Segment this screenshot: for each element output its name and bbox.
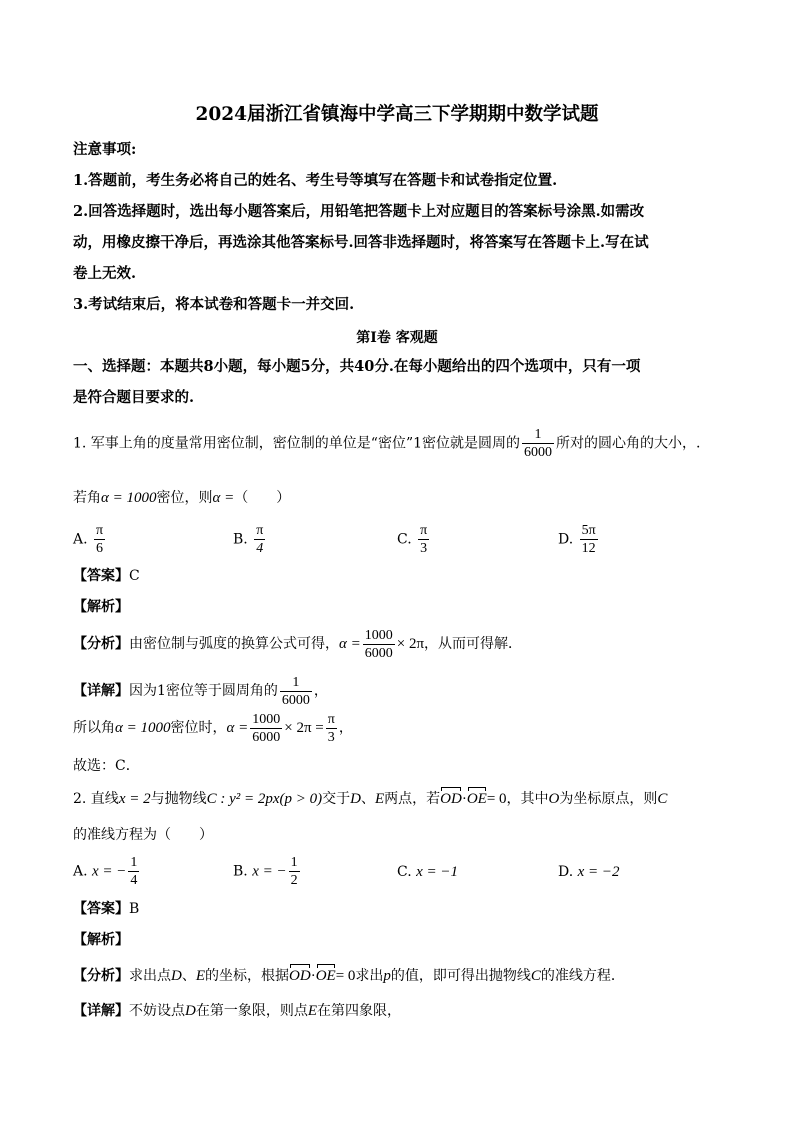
q2-stem-text-c: 交于 <box>322 791 351 807</box>
q1-fenxi-frac-den: 6000 <box>364 645 393 661</box>
q1-detail <box>73 673 328 709</box>
q2-fenxi-text-e: 的值，即可得出抛物线 <box>390 968 531 984</box>
q2-fenxi-p: p <box>383 968 391 984</box>
q2-stem-curve-c: C <box>657 791 668 807</box>
notice-item-1: 1.答题前，考生务必将自己的姓名、考生号等填写在答题卡和试卷指定位置. <box>73 172 558 189</box>
q1-option-b <box>233 522 267 557</box>
q2-option-b-num: 1 <box>290 855 298 870</box>
q2-fenxi-text-f: 的准线方程． <box>540 968 625 984</box>
q1-fenxi-math-b: × 2π <box>396 636 425 652</box>
q1-line2-text-a: 所以角 <box>73 720 115 736</box>
q2-answer-tag: 【答案】 <box>73 901 129 917</box>
q1-option-b-frac <box>254 522 265 557</box>
q1-option-b-label: B. <box>233 531 248 548</box>
q1-stem-line2 <box>73 489 290 507</box>
q1-option-a <box>73 522 107 557</box>
q2-stem-math-parabola: C : y² = 2px(p > 0) <box>206 791 323 807</box>
q2-fenxi-text-b: 、 <box>181 968 196 984</box>
q1-option-b-den: 4 <box>254 539 265 557</box>
q1-line2-math-a: α = <box>226 720 249 736</box>
q2-fenxi <box>73 967 625 985</box>
q1-option-a-num: π <box>96 523 104 538</box>
q1-fenxi-frac-num: 1000 <box>364 627 393 643</box>
q2-stem-math-line: x = 2 <box>118 791 151 807</box>
notice-item-2: 2.回答选择题时，选出每小题答案后，用铅笔把答题卡上对应题目的答案标号涂黑.如需改 <box>73 203 645 220</box>
q2-option-b-label: B. <box>233 863 248 880</box>
q2-fenxi-curve-c: C <box>530 968 541 984</box>
q2-detail-point-e: E <box>307 1003 318 1019</box>
q2-stem-text-d: 、 <box>360 791 375 807</box>
q2-fenxi-dot: · <box>310 968 316 984</box>
q1-line2-text-c: ， <box>338 720 353 736</box>
q2-stem-text-b: 与抛物线 <box>150 791 207 807</box>
q2-detail-text-a: 不妨设点 <box>129 1003 185 1019</box>
q2-detail <box>73 1002 401 1020</box>
q2-option-a-den: 4 <box>130 873 138 888</box>
q1-fenxi-frac <box>363 627 395 662</box>
q2-fenxi-point-e: E <box>195 968 206 984</box>
q1-stem2-text-a: 若角 <box>73 490 101 506</box>
q2-option-a-pre: x = − <box>92 863 127 880</box>
q1-option-c-label: C. <box>397 531 412 548</box>
q1-option-a-den: 6 <box>94 539 105 557</box>
q2-option-a-label: A. <box>73 863 88 880</box>
q1-option-d <box>558 522 600 557</box>
q1-stem-text-a: 1. 军事上角的度量常用密位制，密位制的单位是“密位”1密位就是圆周的 <box>73 435 521 452</box>
q1-detail-line2 <box>73 710 353 746</box>
q2-detail-point-d: D <box>185 1003 196 1019</box>
q1-answer-tag: 【答案】 <box>73 568 129 584</box>
q2-option-b-frac <box>289 854 300 889</box>
q2-option-b-pre: x = − <box>252 863 287 880</box>
q1-stem-text-b: 所对的圆心角的大小，. <box>556 435 701 452</box>
q1-fenxi-text-a: 由密位制与弧度的换算公式可得， <box>129 636 339 652</box>
q2-stem-line1 <box>73 790 667 808</box>
q1-stem-line1 <box>73 426 700 461</box>
notice-item-2-end: 卷上无效. <box>73 265 137 282</box>
q2-stem-point-o: O <box>548 791 560 807</box>
q1-option-c-frac <box>418 522 429 557</box>
q1-option-a-frac <box>94 522 105 557</box>
q1-fenxi-tag: 【分析】 <box>73 636 129 652</box>
q1-line2-frac-den: 6000 <box>252 729 281 745</box>
q2-option-c-label: C. <box>397 864 412 880</box>
q1-frac-den: 6000 <box>524 445 553 460</box>
q2-option-d <box>558 864 620 881</box>
q1-frac-num: 1 <box>534 427 542 442</box>
q1-fenxi-math-a: α = <box>339 636 361 652</box>
q1-line2-math-b: × 2π = <box>284 720 324 736</box>
notice-item-3: 3.考试结束后，将本试卷和答题卡一并交回. <box>73 296 355 313</box>
q1-line2-math: α = 1000 <box>115 720 171 736</box>
q2-option-d-text: x = −2 <box>577 864 620 880</box>
q2-stem-text-f: ，其中 <box>506 791 549 807</box>
q1-option-a-label: A. <box>73 531 88 548</box>
q2-stem-point-e: E <box>374 791 385 807</box>
q1-option-c <box>397 522 431 557</box>
q2-stem-line2: 的准线方程为（ ） <box>73 827 213 843</box>
q2-fenxi-text-c: 的坐标，根据 <box>205 968 290 984</box>
q2-stem-text-g: 为坐标原点，则 <box>559 791 658 807</box>
q1-conclusion: 故选：C． <box>73 758 140 774</box>
q2-detail-tag: 【详解】 <box>73 1003 129 1019</box>
q1-option-d-label: D. <box>558 531 574 548</box>
q2-stem-point-d: D <box>350 791 361 807</box>
q1-detail-text-a: 因为1密位等于圆周角的 <box>129 683 278 699</box>
q1-line2-frac2 <box>326 711 337 746</box>
q2-stem-eq: = 0 <box>486 791 507 807</box>
q2-stem-text-a: 2. 直线 <box>73 791 119 807</box>
q2-fenxi-vector-od: OD <box>289 968 311 984</box>
q1-stem2-text-b: 密位，则 <box>156 490 213 506</box>
q1-line2-frac-num: 1000 <box>252 711 281 727</box>
section-title: 第Ⅰ卷 客观题 <box>356 330 438 346</box>
q2-detail-text-c: 在第四象限， <box>317 1003 402 1019</box>
q1-detail-text-b: ， <box>313 683 328 699</box>
q2-option-a-num: 1 <box>130 855 138 870</box>
q2-fenxi-text-d: 求出 <box>355 968 384 984</box>
q1-fenxi <box>73 626 522 662</box>
q2-stem-text-e: 两点，若 <box>384 791 441 807</box>
q2-option-b-den: 2 <box>290 873 298 888</box>
q1-detail-tag: 【详解】 <box>73 683 129 699</box>
q1-answer-value: C <box>129 568 140 584</box>
q1-fenxi-text-b: ，从而可得解． <box>424 636 523 652</box>
q1-line2-frac2-num: π <box>327 711 335 727</box>
q2-option-a-frac <box>128 854 139 889</box>
q2-option-d-label: D. <box>558 864 574 880</box>
q2-fenxi-vector-oe: OE <box>315 968 336 984</box>
q2-answer <box>73 900 139 918</box>
q1-option-d-den: 12 <box>580 539 598 557</box>
q2-detail-text-b: 在第一象限，则点 <box>195 1003 308 1019</box>
q2-stem-dot: · <box>461 791 467 807</box>
q1-detail-frac <box>280 674 312 709</box>
part-one-heading: 一、选择题：本题共8小题，每小题5分，共40分.在每小题给出的四个选项中，只有一项 <box>73 358 641 375</box>
q2-fenxi-text-a: 求出点 <box>129 968 171 984</box>
part-one-heading-cont: 是符合题目要求的. <box>73 389 195 406</box>
q2-stem-vector-oe: OE <box>466 791 487 807</box>
q1-analysis-tag: 【解析】 <box>73 599 129 615</box>
q1-stem2-paren: （ ） <box>234 490 291 506</box>
q1-option-d-num: 5π <box>581 523 596 538</box>
q2-fenxi-eq: = 0 <box>335 968 356 984</box>
q1-option-c-den: 3 <box>418 539 429 557</box>
q2-option-c <box>397 864 458 881</box>
q1-option-c-num: π <box>420 523 428 538</box>
q2-fenxi-tag: 【分析】 <box>73 968 129 984</box>
page-title: 2024届浙江省镇海中学高三下学期期中数学试题 <box>195 104 599 125</box>
q2-analysis-tag: 【解析】 <box>73 932 129 948</box>
q1-detail-frac-num: 1 <box>292 674 300 690</box>
q1-answer <box>73 567 140 585</box>
q2-option-b <box>233 854 302 889</box>
q1-option-d-frac <box>580 522 598 557</box>
q1-option-b-num: π <box>256 523 264 538</box>
q1-stem2-math2: α = <box>212 490 235 506</box>
q2-option-c-text: x = −1 <box>416 864 459 880</box>
q2-fenxi-point-d: D <box>171 968 182 984</box>
q2-stem-vector-od: OD <box>440 791 462 807</box>
q1-line2-frac <box>250 711 282 746</box>
q1-line2-text-b: 密位时， <box>170 720 227 736</box>
q1-stem2-math: α = 1000 <box>101 490 157 506</box>
q1-line2-frac2-den: 3 <box>326 728 337 746</box>
notice-heading: 注意事项: <box>73 141 137 158</box>
notice-item-2-cont: 动，用橡皮擦干净后，再选涂其他答案标号.回答非选择题时，将答案写在答题卡上.写在试 <box>73 234 649 251</box>
q1-detail-frac-den: 6000 <box>281 692 310 708</box>
q2-answer-value: B <box>129 901 140 917</box>
q2-option-a <box>73 854 141 889</box>
q1-stem-fraction <box>522 426 554 461</box>
